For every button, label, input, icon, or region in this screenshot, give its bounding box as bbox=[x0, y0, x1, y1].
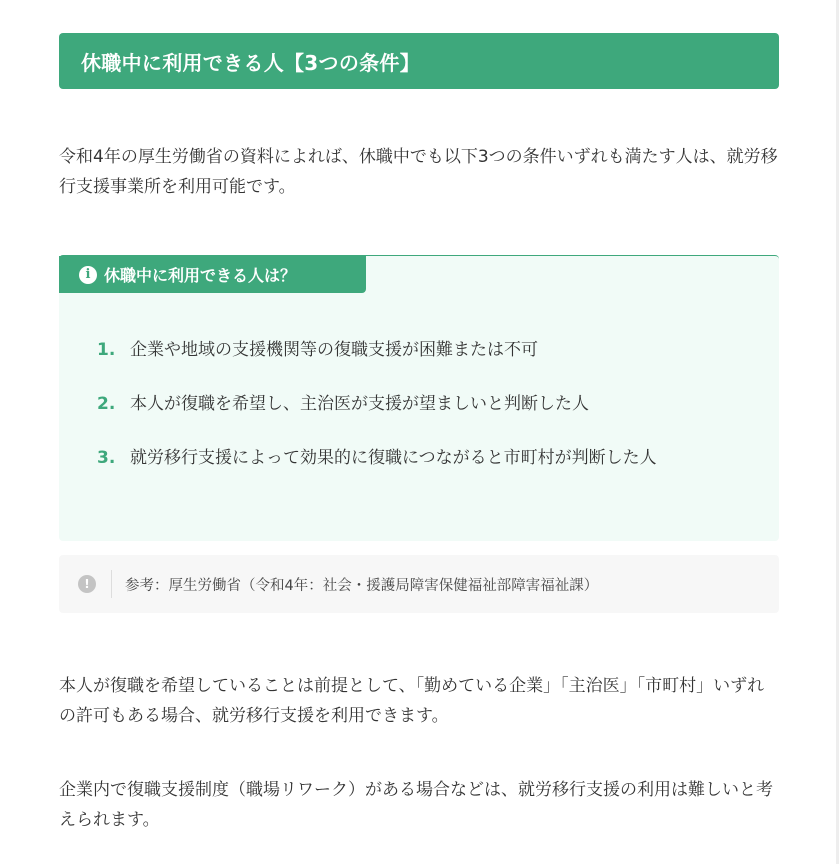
condition-number: 2. bbox=[97, 394, 116, 414]
condition-item bbox=[97, 335, 707, 365]
condition-text: 本人が復職を希望し、主治医が支援が望ましいと判断した人 bbox=[130, 394, 589, 414]
section-heading bbox=[59, 33, 779, 89]
condition-text: 企業や地域の支援機関等の復職支援が困難または不可 bbox=[130, 340, 538, 360]
info-icon: i bbox=[79, 266, 97, 284]
conditions-list bbox=[97, 335, 707, 497]
reference-note bbox=[59, 555, 779, 613]
condition-item bbox=[97, 389, 707, 419]
reference-text: 参考：厚生労働省（令和4年：社会・援護局障害保健福祉部障害福祉課） bbox=[125, 577, 599, 594]
conditions-box-label-text: 休職中に利用できる人は？ bbox=[104, 266, 297, 285]
condition-text: 就労移行支援によって効果的に復職につながると市町村が判断した人 bbox=[130, 448, 657, 468]
article-body bbox=[59, 33, 779, 835]
exclamation-icon: ! bbox=[78, 575, 96, 593]
condition-item bbox=[97, 443, 707, 473]
conditions-box bbox=[59, 255, 779, 541]
body-paragraph: 本人が復職を希望していることは前提として、「勤めている企業」「主治医」「市町村」いずれの許可もある場合、就労移行支援を利用できます。 bbox=[59, 676, 765, 726]
body-paragraph: 企業内で復職支援制度（職場リワーク）がある場合などは、就労移行支援の利用は難しいと考えられます。 bbox=[59, 780, 773, 830]
conditions-box-label bbox=[59, 256, 366, 293]
condition-number: 1. bbox=[97, 340, 116, 360]
reference-divider bbox=[111, 570, 112, 598]
section-heading-text: 休職中に利用できる人【3つの条件】 bbox=[81, 50, 421, 75]
condition-number: 3. bbox=[97, 448, 116, 468]
intro-paragraph: 令和4年の厚生労働省の資料によれば、休職中でも以下3つの条件いずれも満たす人は、就労移行支援事業所を利用可能です。 bbox=[59, 147, 778, 197]
